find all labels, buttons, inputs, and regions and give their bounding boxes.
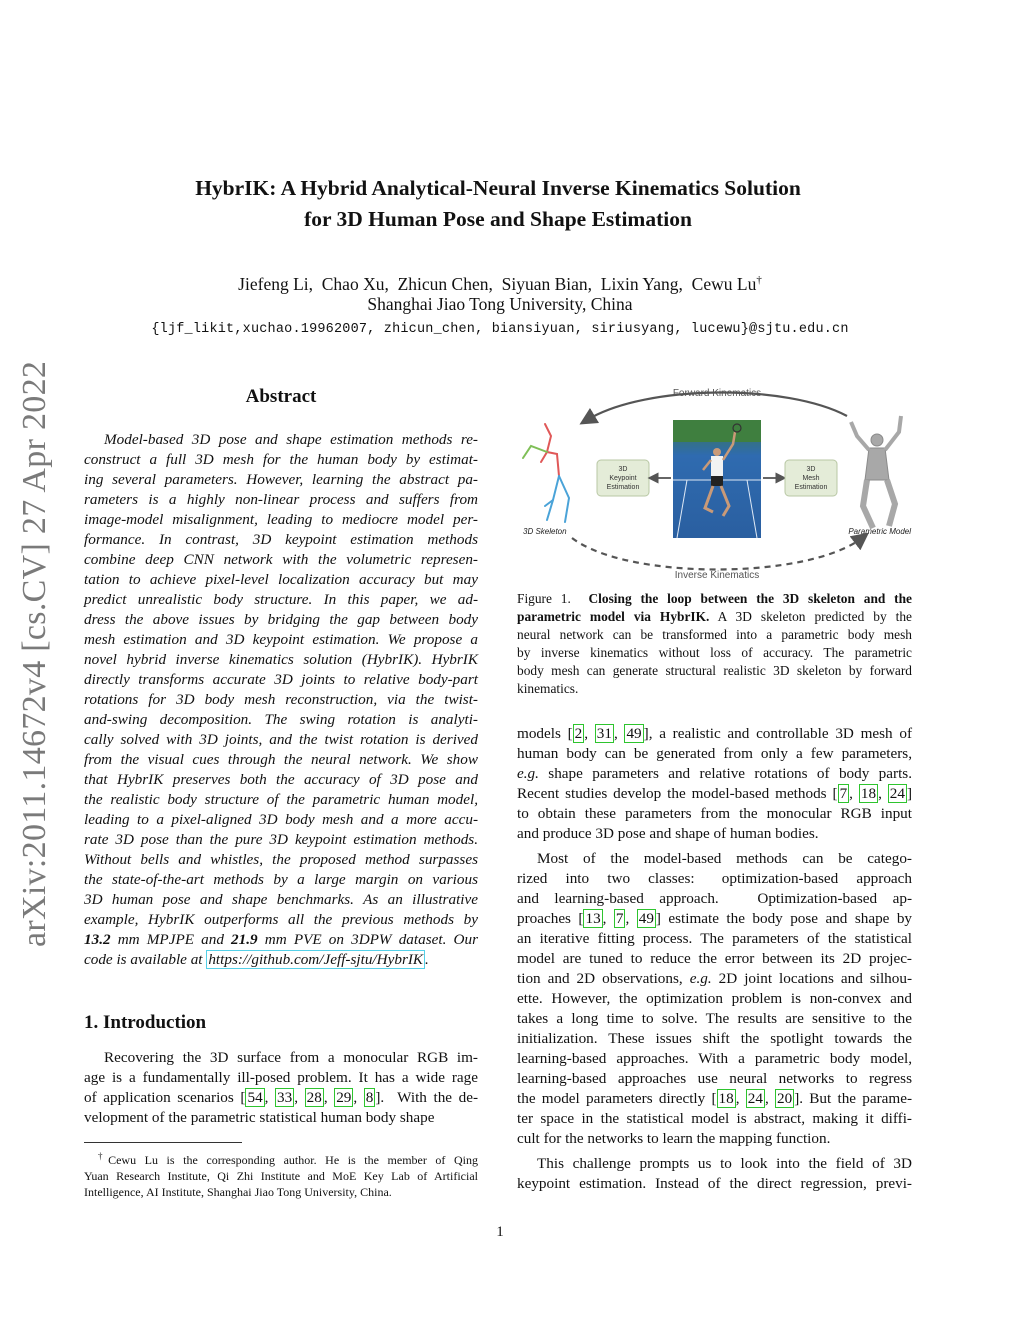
citation-link[interactable]: 18 <box>860 785 877 802</box>
citation-sep: , <box>294 1089 305 1106</box>
corresponding-mark: † <box>756 274 762 286</box>
mesh-box-line: Estimation <box>794 484 828 491</box>
arxiv-stamp: arXiv:2011.14672v4 [cs.CV] 27 Apr 2022 <box>16 360 53 947</box>
body-line: learning-based approaches. With a parametric body model, <box>517 1050 912 1067</box>
citation-link[interactable]: 13 <box>585 910 601 927</box>
intro-line: velopment of the parametric statistical human body shape <box>84 1109 435 1126</box>
body-line <box>517 764 912 784</box>
body-line: an iterative fitting process. The parameters of the statistical <box>517 930 912 947</box>
caption-bold: Closing the loop between the 3D skeleton and the <box>588 591 913 606</box>
abstract-text: code is available at <box>84 951 207 968</box>
abstract-line: rate 3D pose than the pure 3D keypoint estimation methods. <box>84 831 478 848</box>
author-list <box>0 268 1000 296</box>
abstract-line: the realistic body structure of the parametric human model, <box>84 791 478 808</box>
skeleton-label: 3D Skeleton <box>523 527 567 536</box>
keypoint-box-line: Keypoint <box>609 475 637 482</box>
footnote-rule <box>84 1142 242 1143</box>
eg-text: e.g. <box>517 765 539 782</box>
pve-value: 21.9 <box>231 931 258 948</box>
abstract-line: predict unrealistic body structure. In this paper, we ad- <box>84 591 478 608</box>
abstract-heading: Abstract <box>245 386 317 407</box>
body-line: proaches [ 13 , 7 , 49 ] estimate the body pose and shape by <box>517 910 913 927</box>
citation-sep: , <box>353 1089 364 1106</box>
body-text: ]. But the parame- <box>794 1090 913 1107</box>
abstract-line: the state-of-the-art methods by a large margin on various <box>84 871 478 888</box>
body-text: ], a realistic and controllable 3D mesh of <box>643 725 913 742</box>
skeleton-illustration <box>523 424 569 522</box>
inverse-kinematics-label: Inverse Kinematics <box>674 570 760 580</box>
body-text: tion and 2D observations, <box>517 970 690 987</box>
citation-link[interactable]: 31 <box>596 725 612 742</box>
caption-line <box>517 590 912 608</box>
body-text: ] estimate the body pose and shape by <box>655 910 913 927</box>
title-line-1: HybrIK: A Hybrid Analytical-Neural Inverse Kinematics Solution <box>195 176 801 200</box>
body-line: Most of the model-based methods can be catego- <box>537 850 912 867</box>
tennis-player-photo <box>673 420 761 538</box>
abstract-line: from the visual cues through the neural network. We show <box>84 751 478 768</box>
caption-line: kinematics. <box>517 681 579 696</box>
mesh-box-line: 3D <box>806 466 816 473</box>
keypoint-box-line: Estimation <box>606 484 640 491</box>
body-line: This challenge prompts us to look into the field of 3D <box>537 1155 912 1172</box>
body-line: initialization. These issues shift the spotlight towards the <box>517 1030 912 1047</box>
body-line: rized into two classes: optimization-based approach <box>517 870 912 887</box>
abstract-line: leading to a pixel-aligned 3D body mesh and a more accu- <box>84 811 478 828</box>
intro-line <box>84 1088 478 1108</box>
abstract-line: cally solved with 3D joints, and the twist rotation is derived <box>84 731 478 748</box>
body-line: keypoint estimation. Instead of the direct regression, previ- <box>517 1175 912 1192</box>
caption-line: neural network can be transformed into a parametric body mesh <box>517 627 912 642</box>
body-line: to obtain these parameters from the monocular RGB input <box>517 805 912 822</box>
caption-line: by inverse kinematics without loss of accuracy. The parametric <box>517 645 912 660</box>
body-line: learning-based approaches use neural networks to regress <box>517 1070 912 1087</box>
footnote <box>84 1148 478 1200</box>
figure-1 <box>517 380 917 580</box>
eg-text: e.g. <box>689 970 712 987</box>
abstract-text: mm PVE on 3DPW dataset. Our <box>257 931 478 948</box>
mesh-box-line: Mesh <box>802 475 820 482</box>
page-number: 1 <box>496 1224 504 1240</box>
body-line: and learning-based approach. Optimization-based ap- <box>517 890 912 907</box>
body-text: models [ <box>517 725 573 742</box>
parametric-mesh-illustration <box>851 416 901 528</box>
caption-text: Figure 1. <box>517 591 589 606</box>
figure-caption <box>517 590 912 698</box>
citation-link[interactable]: 8 <box>365 1089 374 1106</box>
body-line: cult for the networks to learn the mapping function. <box>517 1130 831 1147</box>
abstract-line: Without bells and whistles, the proposed method surpasses <box>84 851 478 868</box>
citation-link[interactable]: 33 <box>277 1089 293 1106</box>
intro-text: ]. With the de- <box>375 1089 479 1106</box>
abstract-line: ing several parameters. However, learning the abstract pa- <box>84 471 478 488</box>
citation-link[interactable]: 49 <box>626 725 642 742</box>
body-line: human body can be generated from only a few parameters, <box>517 745 912 762</box>
inverse-kinematics-arrow <box>572 538 862 570</box>
abstract-line: image-model misalignment, leading to mediocre model per- <box>84 511 478 528</box>
intro-body <box>84 1048 478 1128</box>
body-text: proaches [ <box>517 910 584 927</box>
body-line <box>517 969 912 989</box>
abstract-line: construct a full 3D mesh for the human body by estimat- <box>84 451 478 468</box>
body-text: Recent studies develop the model-based methods [ <box>517 785 838 802</box>
citation-link[interactable]: 49 <box>638 910 654 927</box>
citation-sep: , <box>323 1089 335 1106</box>
abstract-body <box>84 430 478 970</box>
footnote-text: Cewu Lu is the corresponding author. He is the member of Qing <box>108 1153 478 1167</box>
body-text: shape parameters and relative rotations of body parts. <box>538 765 912 782</box>
body-line: model are tuned to reduce the error between its 2D projec- <box>517 950 912 967</box>
section-heading-introduction: 1. Introduction <box>84 1012 207 1033</box>
body-text: 2D joint locations and silhou- <box>711 970 913 987</box>
body-line: and produce 3D pose and shape of human bodies. <box>517 825 819 842</box>
citation-link[interactable]: 7 <box>839 785 848 802</box>
citation-link[interactable]: 24 <box>889 785 905 802</box>
citation-link[interactable]: 24 <box>747 1090 763 1107</box>
footnote-mark: † <box>98 1151 109 1161</box>
abstract-line: tation to achieve pixel-level localization accuracy but may <box>84 571 478 588</box>
caption-line <box>517 608 912 626</box>
footnote-line <box>84 1148 478 1168</box>
caption-line: body mesh can generate structural realistic 3D skeleton by forward <box>517 663 912 678</box>
citation-sep: , <box>264 1089 276 1106</box>
body-line: ter space in the statistical model is abstract, making it diffi- <box>517 1110 912 1127</box>
abstract-line: mesh estimation and 3D keypoint estimation. We propose a <box>84 631 478 648</box>
keypoint-box-line: 3D <box>618 466 628 473</box>
intro-text: of application scenarios [ <box>84 1089 246 1106</box>
body-text: ] <box>906 785 913 802</box>
citation-link[interactable]: 7 <box>615 910 624 927</box>
abstract-line <box>84 930 478 950</box>
footnote-line: Yuan Research Institute, Qi Zhi Institute and MoE Key Lab of Artificial <box>84 1169 478 1183</box>
author-emails: {ljf_likit,xuchao.19962007, zhicun_chen, biansiyuan, siriusyang, lucewu}@sjtu.edu.cn <box>151 322 849 337</box>
abstract-text: mm MPJPE and <box>110 931 232 948</box>
body-line: takes a long time to solve. The results are sensitive to the <box>517 1010 912 1027</box>
title-line-2: for 3D Human Pose and Shape Estimation <box>304 207 692 231</box>
abstract-line: directly transforms accurate 3D joints to relative body-part <box>84 671 478 688</box>
authors-text: Jiefeng Li, Chao Xu, Zhicun Chen, Siyuan Bian, Lixin Yang, Cewu Lu <box>238 273 757 294</box>
forward-kinematics-label: Forward Kinematics <box>672 388 762 399</box>
abstract-line: formance. In contrast, 3D keypoint estimation methods <box>84 531 478 548</box>
abstract-line: rameters is a highly non-linear process and suffers from <box>84 491 478 508</box>
body-line: the model parameters directly [ 18 , 24 , 20 ]. But the parame- <box>517 1090 913 1107</box>
body-line: Recent studies develop the model-based methods [ 7 , 18 , 24 ] <box>517 785 913 802</box>
footnote-line: Intelligence, AI Institute, Shanghai Jiao Tong University, China. <box>84 1185 392 1199</box>
intro-line: Recovering the 3D surface from a monocular RGB im- <box>104 1049 478 1066</box>
citation-link[interactable]: 18 <box>718 1090 734 1107</box>
abstract-line: rotations for 3D body mesh reconstruction, via the twist- <box>84 691 478 708</box>
citation-link[interactable]: 28 <box>306 1089 322 1106</box>
caption-bold: parametric model via HybrIK. <box>517 609 710 624</box>
affiliation: Shanghai Jiao Tong University, China <box>367 294 633 314</box>
citation-link[interactable]: 2 <box>574 725 583 742</box>
abstract-line: novel hybrid inverse kinematics solution (HybrIK). HybrIK <box>84 651 478 668</box>
intro-line: age is a fundamentally ill-posed problem. It has a wide rage <box>84 1069 478 1086</box>
abstract-line: example, HybrIK outperforms all the previous methods by <box>84 911 478 928</box>
body-line: models [ 2 , 31 , 49 ], a realistic and controllable 3D mesh of <box>517 725 913 742</box>
citation-link[interactable]: 29 <box>336 1089 352 1106</box>
github-link[interactable]: https://github.com/Jeff-sjtu/HybrIK <box>208 951 424 968</box>
abstract-line: 3D human pose and shape benchmarks. As an illustrative <box>84 891 478 908</box>
mpjpe-value: 13.2 <box>84 931 111 948</box>
citation-link[interactable]: 54 <box>247 1089 263 1106</box>
abstract-line <box>84 950 478 970</box>
abstract-line: dress the above issues by bridging the gap between body <box>84 611 478 628</box>
body-line: ette. However, the optimization problem is non-convex and <box>517 990 912 1007</box>
abstract-line: that HybrIK preserves both the accuracy of 3D pose and <box>84 771 478 788</box>
right-column-body <box>517 724 912 1194</box>
paper-title <box>90 173 906 235</box>
parametric-model-label: Parametric Model <box>848 527 911 536</box>
abstract-line: and-swing decomposition. The swing rotation is analyti- <box>84 711 478 728</box>
abstract-line: combine deep CNN network with the volumetric represen- <box>84 551 478 568</box>
body-text: the model parameters directly [ <box>517 1090 717 1107</box>
abstract-text: . <box>425 951 429 968</box>
abstract-line: Model-based 3D pose and shape estimation methods re- <box>104 431 478 448</box>
caption-text: A 3D skeleton predicted by the <box>709 609 912 624</box>
citation-link[interactable]: 20 <box>777 1090 793 1107</box>
